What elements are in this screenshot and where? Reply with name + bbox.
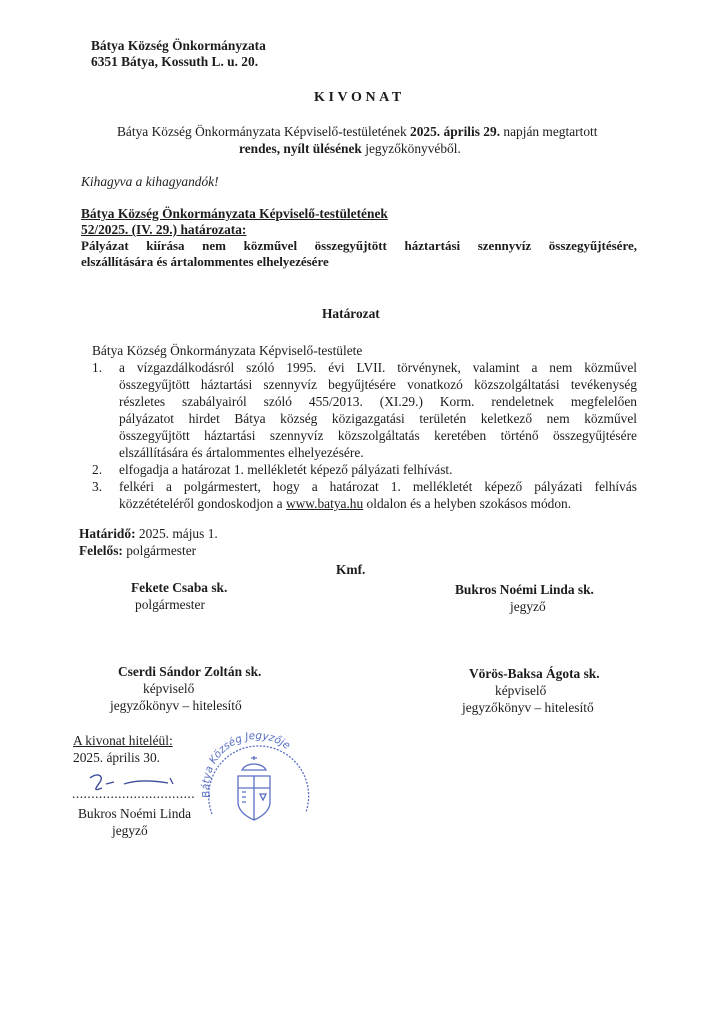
decision-title: Határozat [322,306,380,321]
item-1-number: 1. [92,360,103,375]
signatory-name: Cserdi Sándor Zoltán sk. [118,664,262,679]
org-address: 6351 Bátya, Kossuth L. u. 20. [91,54,259,69]
meeting-type: rendes, nyílt ülésének [239,141,362,156]
responsible-value: polgármester [122,543,197,558]
deadline-label: Határidő: [79,526,136,541]
resolution-subject-2: elszállítására és ártalommentes elhelyezésére [81,254,329,269]
intro-line-1 [117,124,597,141]
signatory-name: Vörös-Baksa Ágota sk. [469,666,600,681]
signatory-name: Bukros Noémi Linda sk. [455,582,594,597]
handwritten-signature [80,770,190,800]
signatory-role: képviselő [495,683,547,698]
signatory-role-2: jegyzőkönyv – hitelesítő [462,700,594,715]
website-link[interactable]: www.batya.hu [285,496,364,511]
signatory-role: jegyző [510,599,546,614]
item-2-line: elfogadja a határozat 1. mellékletét képező pályázati felhívást. [119,462,453,477]
certification-name: Bukros Noémi Linda [78,806,192,821]
item-3-text-end: oldalon és a helyben szokásos módon. [363,496,572,511]
item-1-line: összegyűjtött háztartási szennyvíz közszolgáltatás keretében történő összegyűjtésére [119,428,637,443]
responsible [79,543,196,560]
signatory-role-2: jegyzőkönyv – hitelesítő [110,698,242,713]
certification-role: jegyző [112,823,148,838]
meeting-date: 2025. április 29. [410,124,501,139]
certification-date: 2025. április 30. [73,750,161,765]
resolution-heading-2: 52/2025. (IV. 29.) határozata: [81,222,247,237]
item-1-line: részletes szabályairól szóló 455/2013. (XI.29.) Korm. rendeletnek megfelelően [119,394,637,409]
signature-dots: ................................ [72,786,196,801]
item-3-text: közzétételéről gondoskodjon a [119,496,286,511]
resolution-subject-1: Pályázat kiírása nem közművel összegyűjtött háztartási szennyvíz összegyűjtésére, [81,238,637,253]
item-3-number: 3. [92,479,103,494]
omitted-note: Kihagyva a kihagyandók! [81,174,219,189]
signatory-name: Fekete Csaba sk. [131,580,228,595]
responsible-label: Felelős: [79,543,123,558]
item-2-number: 2. [92,462,103,477]
kmf: Kmf. [336,562,366,577]
intro-text: Bátya Község Önkormányzata Képviselő-testületének [117,124,411,139]
minutes-ref: jegyzőkönyvéből. [361,141,461,156]
resolution-heading-1: Bátya Község Önkormányzata Képviselő-testületének [81,206,388,221]
deadline [79,526,218,543]
item-1-line: a vízgazdálkodásról szóló 1995. évi LVII. törvénynek, valamint a nem közművel [119,360,637,375]
intro-line-2 [239,141,461,158]
stamp-text: Bátya Község Jegyzője [200,730,293,799]
document-title: KIVONAT [314,90,405,105]
certification-label: A kivonat hiteléül: [73,733,173,748]
signatory-role: képviselő [143,681,195,696]
item-1-line: elszállítására és ártalommentes elhelyezésére. [119,445,364,460]
item-1-line: összegyűjtött háztartási szennyvíz begyűjtésére vonatkozó közszolgáltatási tevékenység [119,377,637,392]
deadline-value: 2025. május 1. [135,526,218,541]
item-3-line: felkéri a polgármestert, hogy a határozat 1. mellékletét képező pályázati felhívás [119,479,637,494]
body-lead: Bátya Község Önkormányzata Képviselő-testülete [92,343,363,358]
item-3-line [119,496,571,513]
signatory-role: polgármester [135,597,205,612]
official-stamp [190,730,320,840]
intro-text-end: napján megtartott [500,124,598,139]
org-name: Bátya Község Önkormányzata [91,38,266,53]
item-1-line: pályázatot hirdet Bátya község közigazgatási területén keletkező nem közművel [119,411,637,426]
